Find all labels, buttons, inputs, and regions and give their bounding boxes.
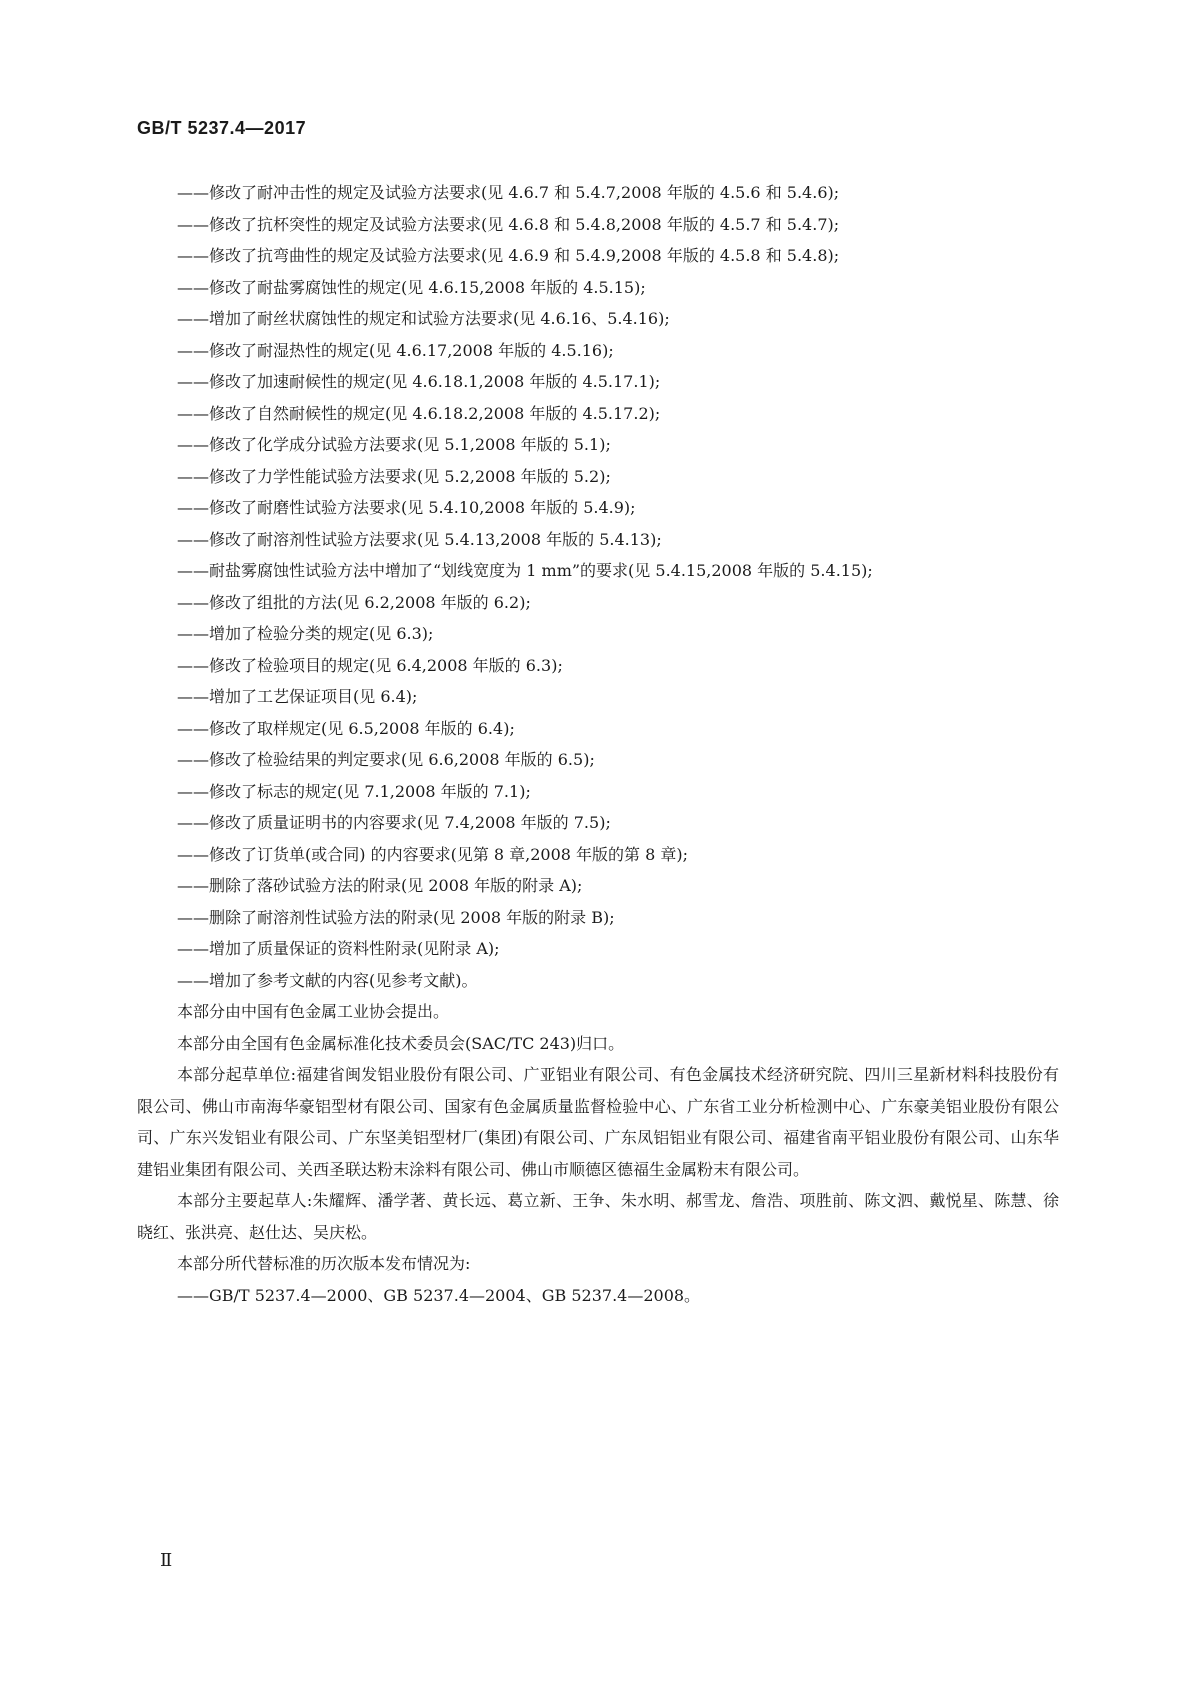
- list-item: ——增加了质量保证的资料性附录(见附录 A);: [177, 939, 500, 958]
- list-item: ——修改了耐盐雾腐蚀性的规定(见 4.6.15,2008 年版的 4.5.15);: [177, 277, 646, 297]
- list-item: ——修改了耐溶剂性试验方法要求(见 5.4.13,2008 年版的 5.4.13);: [177, 529, 662, 549]
- list-item: ——增加了耐丝状腐蚀性的规定和试验方法要求(见 4.6.16、5.4.16);: [177, 309, 670, 328]
- page-number: Ⅱ: [160, 1550, 173, 1571]
- proposed-by-paragraph: 本部分由中国有色金属工业协会提出。: [177, 1002, 450, 1021]
- list-item: ——修改了抗杯突性的规定及试验方法要求(见 4.6.8 和 5.4.8,2008 年版的 4.5.7 和 5.4.7);: [177, 214, 840, 234]
- history-intro-paragraph: 本部分所代替标准的历次版本发布情况为:: [177, 1254, 471, 1273]
- list-item: ——修改了组批的方法(见 6.2,2008 年版的 6.2);: [177, 592, 531, 612]
- list-item: ——增加了检验分类的规定(见 6.3);: [177, 624, 434, 643]
- list-item: ——删除了耐溶剂性试验方法的附录(见 2008 年版的附录 B);: [177, 907, 615, 927]
- document-body: [137, 177, 1059, 1311]
- list-item: ——修改了加速耐候性的规定(见 4.6.18.1,2008 年版的 4.5.17.1);: [177, 372, 661, 391]
- list-item: ——修改了订货单(或合同) 的内容要求(见第 8 章,2008 年版的第 8 章);: [177, 844, 689, 864]
- list-item: ——耐盐雾腐蚀性试验方法中增加了“划线宽度为 1 mm”的要求(见 5.4.15,2008 年版的 5.4.15);: [177, 561, 873, 580]
- history-versions-item: ——GB/T 5237.4—2000、GB 5237.4—2004、GB 5237.4—2008。: [177, 1285, 701, 1305]
- list-item: ——修改了耐湿热性的规定(见 4.6.17,2008 年版的 4.5.16);: [177, 340, 614, 360]
- list-item: ——修改了化学成分试验方法要求(见 5.1,2008 年版的 5.1);: [177, 435, 611, 454]
- standard-number-header: GB/T 5237.4—2017: [137, 118, 307, 138]
- managed-by-paragraph: 本部分由全国有色金属标准化技术委员会(SAC/TC 243)归口。: [177, 1033, 625, 1053]
- drafters-paragraph: 本部分主要起草人:朱耀辉、潘学著、黄长远、葛立新、王争、朱水明、郝雪龙、詹浩、项胜前、陈文泗、戴悦星、陈慧、徐晓红、张洪亮、赵仕达、吴庆松。: [137, 1191, 1059, 1242]
- list-item: ——修改了取样规定(见 6.5,2008 年版的 6.4);: [177, 718, 515, 738]
- list-item: ——修改了耐冲击性的规定及试验方法要求(见 4.6.7 和 5.4.7,2008 年版的 4.5.6 和 5.4.6);: [177, 183, 840, 202]
- list-item: ——修改了耐磨性试验方法要求(见 5.4.10,2008 年版的 5.4.9);: [177, 498, 636, 517]
- list-item: ——修改了自然耐候性的规定(见 4.6.18.2,2008 年版的 4.5.17.2);: [177, 403, 661, 423]
- list-item: ——修改了检验结果的判定要求(见 6.6,2008 年版的 6.5);: [177, 750, 595, 769]
- list-item: ——修改了检验项目的规定(见 6.4,2008 年版的 6.3);: [177, 655, 563, 675]
- list-item: ——删除了落砂试验方法的附录(见 2008 年版的附录 A);: [177, 876, 583, 895]
- list-item: ——增加了工艺保证项目(见 6.4);: [177, 687, 418, 706]
- list-item: ——修改了质量证明书的内容要求(见 7.4,2008 年版的 7.5);: [177, 813, 611, 832]
- drafting-units-paragraph: 本部分起草单位:福建省闽发铝业股份有限公司、广亚铝业有限公司、有色金属技术经济研究院、四川三星新材料科技股份有限公司、佛山市南海华豪铝型材有限公司、国家有色金属质量监督检验中心、广东省工业分析检测中心、广东豪美铝业股份有限公司、广东兴发铝业有限公司、广东坚美铝型材厂(集团)有限公司、广东凤铝铝业有限公司、福建省南平铝业股份有限公司、山东华建铝业集团有限公司、关西圣联达粉末涂料有限公司、佛山市顺德区德福生金属粉末有限公司。: [137, 1065, 1059, 1179]
- list-item: ——修改了抗弯曲性的规定及试验方法要求(见 4.6.9 和 5.4.9,2008 年版的 4.5.8 和 5.4.8);: [177, 246, 840, 265]
- list-item: ——增加了参考文献的内容(见参考文献)。: [177, 970, 478, 990]
- list-item: ——修改了力学性能试验方法要求(见 5.2,2008 年版的 5.2);: [177, 466, 611, 486]
- list-item: ——修改了标志的规定(见 7.1,2008 年版的 7.1);: [177, 781, 531, 801]
